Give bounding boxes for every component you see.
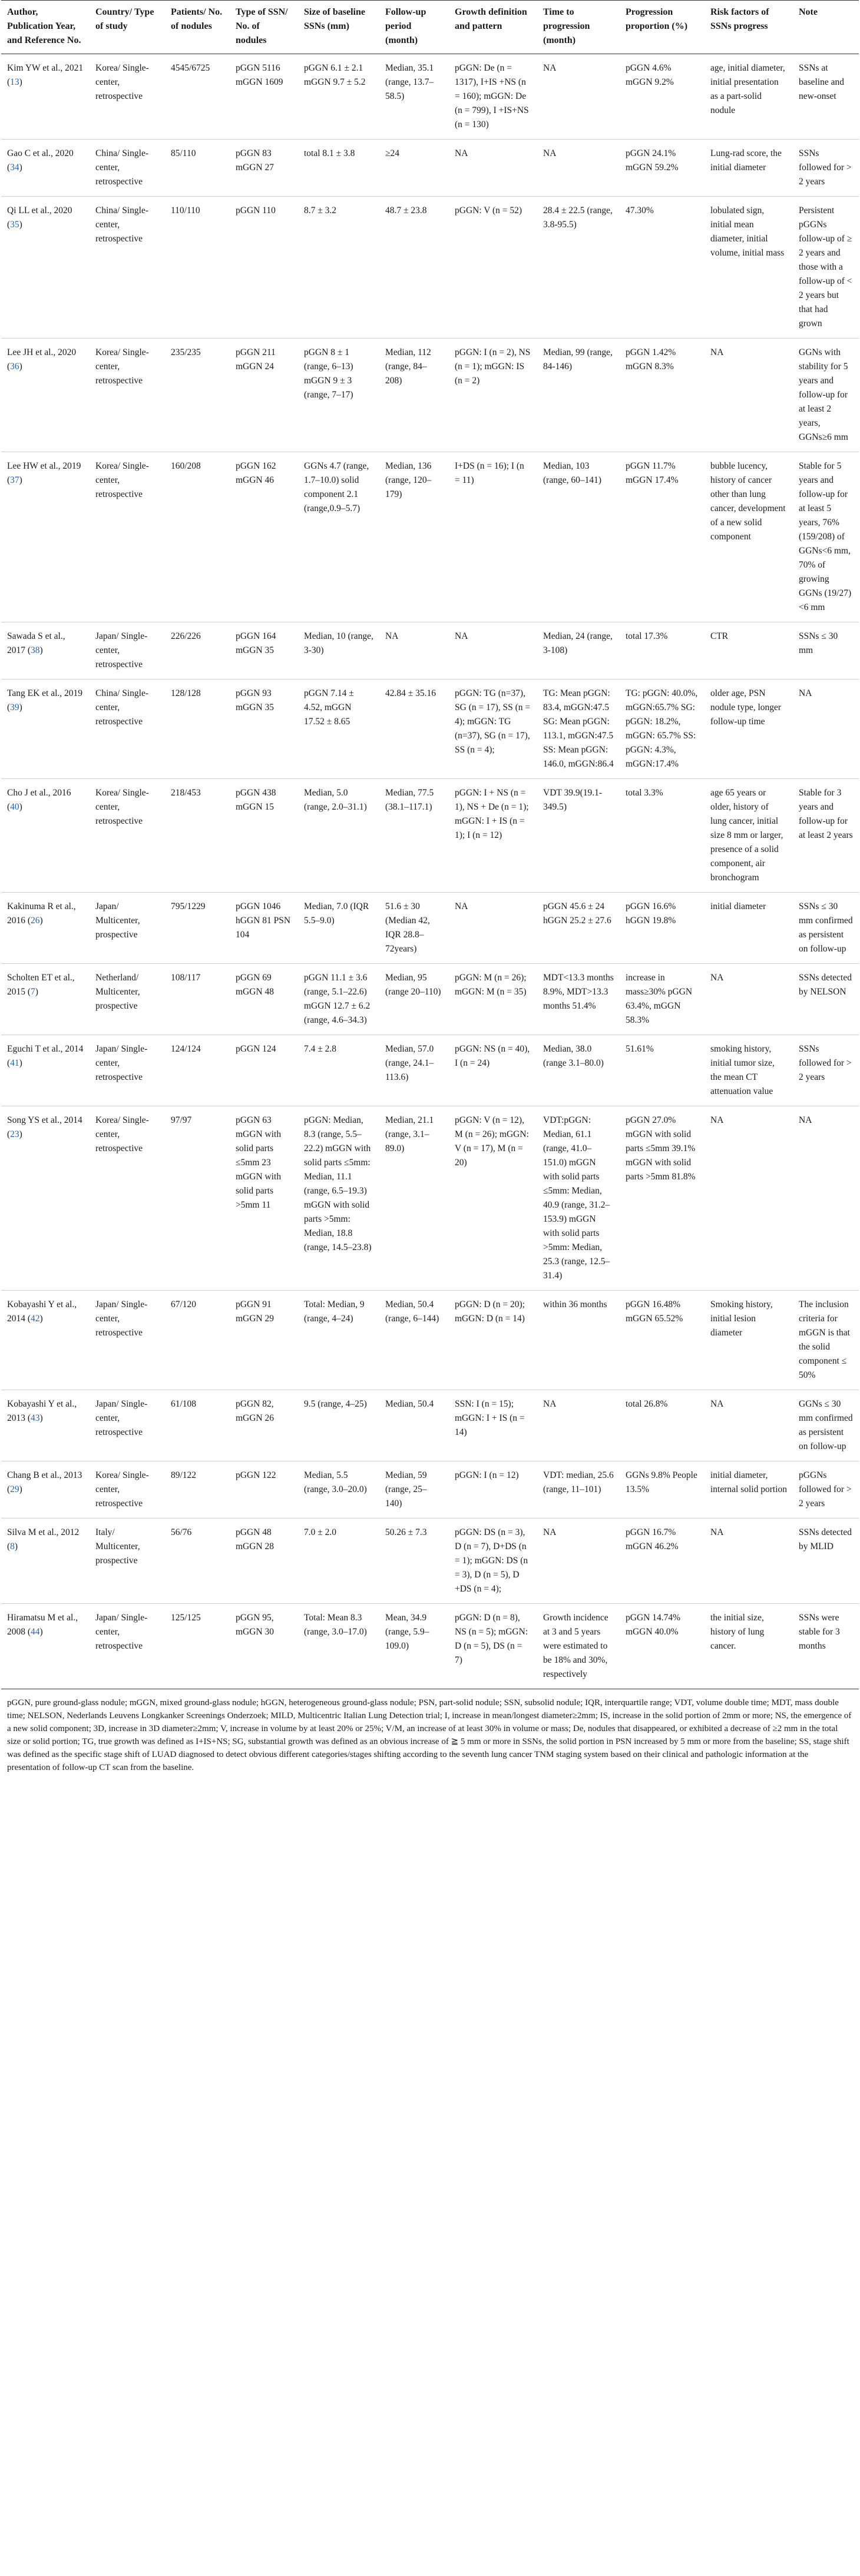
cell-note: GGNs with stability for 5 years and follow-up for at least 2 years, GGNs≥6 mm: [793, 339, 859, 452]
cell-time: pGGN 45.6 ± 24 hGGN 25.2 ± 27.6: [537, 893, 620, 964]
cell-progression: pGGN 1.42% mGGN 8.3%: [620, 339, 704, 452]
reference-link[interactable]: 8: [10, 1541, 15, 1551]
cell-author: Lee JH et al., 2020 (36): [1, 339, 90, 452]
cell-patients: 226/226: [165, 622, 230, 679]
cell-progression: total 3.3%: [620, 779, 704, 893]
cell-note: NA: [793, 679, 859, 779]
cell-size: Total: Median, 9 (range, 4–24): [298, 1291, 379, 1390]
cell-growth: pGGN: NS (n = 40), I (n = 24): [449, 1035, 537, 1106]
cell-followup: 42.84 ± 35.16: [379, 679, 449, 779]
table-row: [1, 54, 859, 140]
cell-patients: 128/128: [165, 679, 230, 779]
cell-size: pGGN 8 ± 1 (range, 6–13) mGGN 9 ± 3 (range, 7–17): [298, 339, 379, 452]
cell-size: pGGN: Median, 8.3 (range, 5.5–22.2) mGGN with solid parts ≤5mm: Median, 11.1 (range, 6.5–19.3) mGGN with solid parts >5mm: Median, 18.8 (range, 14.5–23.8): [298, 1106, 379, 1291]
cell-risk: lobulated sign, initial mean diameter, initial volume, initial mass: [704, 197, 793, 339]
cell-note: SSNs followed for > 2 years: [793, 140, 859, 197]
header-growth: Growth definition and pattern: [449, 1, 537, 54]
cell-author: Sawada S et al., 2017 (38): [1, 622, 90, 679]
cell-growth: pGGN: De (n = 1317), I+IS +NS (n = 160); mGGN: De (n = 799), I +IS+NS (n = 130): [449, 54, 537, 140]
cell-type: pGGN 91 mGGN 29: [230, 1291, 298, 1390]
cell-progression: pGGN 27.0% mGGN with solid parts ≤5mm 39.1% mGGN with solid parts >5mm 81.8%: [620, 1106, 704, 1291]
cell-growth: pGGN: V (n = 52): [449, 197, 537, 339]
author-text: Gao C et al., 2020: [7, 148, 74, 158]
cell-followup: Mean, 34.9 (range, 5.9–109.0): [379, 1604, 449, 1689]
cell-country: Japan/ Multicenter, prospective: [90, 893, 165, 964]
cell-followup: 51.6 ± 30 (Median 42, IQR 28.8–72years): [379, 893, 449, 964]
cell-author: Kobayashi Y et al., 2014 (42): [1, 1291, 90, 1390]
table-row: [1, 622, 859, 679]
cell-growth: pGGN: I + NS (n = 1), NS + De (n = 1); mGGN: I + IS (n = 1); I (n = 12): [449, 779, 537, 893]
cell-risk: bubble lucency, history of cancer other than lung cancer, development of a new solid component: [704, 452, 793, 622]
cell-risk: initial diameter, internal solid portion: [704, 1461, 793, 1519]
cell-time: 28.4 ± 22.5 (range, 3.8-95.5): [537, 197, 620, 339]
cell-followup: Median, 50.4 (range, 6–144): [379, 1291, 449, 1390]
cell-type: pGGN 122: [230, 1461, 298, 1519]
table-row: [1, 140, 859, 197]
cell-type: pGGN 211 mGGN 24: [230, 339, 298, 452]
table-row: [1, 964, 859, 1035]
cell-progression: pGGN 4.6% mGGN 9.2%: [620, 54, 704, 140]
cell-type: pGGN 164 mGGN 35: [230, 622, 298, 679]
cell-progression: total 17.3%: [620, 622, 704, 679]
cell-note: NA: [793, 1106, 859, 1291]
author-text: Kobayashi Y et al., 2014: [7, 1299, 77, 1324]
cell-growth: NA: [449, 622, 537, 679]
cell-growth: pGGN: I (n = 12): [449, 1461, 537, 1519]
table-row: [1, 1106, 859, 1291]
cell-author: Kobayashi Y et al., 2013 (43): [1, 1390, 90, 1461]
cell-note: SSNs at baseline and new-onset: [793, 54, 859, 140]
cell-size: Median, 5.5 (range, 3.0–20.0): [298, 1461, 379, 1519]
author-text: Kobayashi Y et al., 2013: [7, 1399, 77, 1423]
author-text: Kakinuma R et al., 2016: [7, 901, 76, 926]
cell-author: Hiramatsu M et al., 2008 (44): [1, 1604, 90, 1689]
author-text: Chang B et al., 2013: [7, 1470, 82, 1480]
cell-progression: pGGN 16.48% mGGN 65.52%: [620, 1291, 704, 1390]
cell-risk: Smoking history, initial lesion diameter: [704, 1291, 793, 1390]
cell-size: Median, 10 (range, 3-30): [298, 622, 379, 679]
cell-author: Kim YW et al., 2021 (13): [1, 54, 90, 140]
cell-country: Korea/ Single-center, retrospective: [90, 339, 165, 452]
cell-growth: pGGN: V (n = 12), M (n = 26); mGGN: V (n = 17), M (n = 20): [449, 1106, 537, 1291]
cell-author: Silva M et al., 2012 (8): [1, 1519, 90, 1604]
cell-progression: 51.61%: [620, 1035, 704, 1106]
cell-type: pGGN 1046 hGGN 81 PSN 104: [230, 893, 298, 964]
author-text: Lee JH et al., 2020: [7, 347, 77, 357]
author-text: Kim YW et al., 2021: [7, 63, 84, 73]
cell-country: China/ Single-center, retrospective: [90, 140, 165, 197]
author-text: Eguchi T et al., 2014: [7, 1044, 84, 1054]
header-patients: Patients/ No. of nodules: [165, 1, 230, 54]
cell-note: Stable for 5 years and follow-up for at least 5 years, 76% (159/208) of GGNs<6 mm, 70% of growing GGNs (19/27) <6 mm: [793, 452, 859, 622]
cell-risk: older age, PSN nodule type, longer follow-up time: [704, 679, 793, 779]
cell-progression: increase in mass≥30% pGGN 63.4%, mGGN 58.3%: [620, 964, 704, 1035]
author-text: Scholten ET et al., 2015: [7, 973, 75, 997]
cell-time: Median, 24 (range, 3-108): [537, 622, 620, 679]
cell-type: pGGN 438 mGGN 15: [230, 779, 298, 893]
cell-patients: 795/1229: [165, 893, 230, 964]
author-text: Cho J et al., 2016: [7, 788, 71, 798]
cell-country: Japan/ Single-center, retrospective: [90, 1291, 165, 1390]
cell-followup: Median, 57.0 (range, 24.1–113.6): [379, 1035, 449, 1106]
cell-growth: pGGN: I (n = 2), NS (n = 1); mGGN: IS (n = 2): [449, 339, 537, 452]
cell-progression: 47.30%: [620, 197, 704, 339]
cell-note: Stable for 3 years and follow-up for at least 2 years: [793, 779, 859, 893]
cell-risk: NA: [704, 1106, 793, 1291]
cell-followup: Median, 50.4: [379, 1390, 449, 1461]
cell-country: Korea/ Single-center, retrospective: [90, 452, 165, 622]
cell-note: pGGNs followed for > 2 years: [793, 1461, 859, 1519]
header-progression: Progression proportion (%): [620, 1, 704, 54]
cell-author: Tang EK et al., 2019 (39): [1, 679, 90, 779]
cell-followup: Median, 112 (range, 84–208): [379, 339, 449, 452]
cell-size: pGGN 7.14 ± 4.52, mGGN 17.52 ± 8.65: [298, 679, 379, 779]
header-type: Type of SSN/ No. of nodules: [230, 1, 298, 54]
cell-country: Korea/ Single-center, retrospective: [90, 54, 165, 140]
cell-size: Median, 7.0 (IQR 5.5–9.0): [298, 893, 379, 964]
cell-type: pGGN 162 mGGN 46: [230, 452, 298, 622]
cell-type: pGGN 69 mGGN 48: [230, 964, 298, 1035]
cell-risk: Lung-rad score, the initial diameter: [704, 140, 793, 197]
cell-growth: pGGN: TG (n=37), SG (n = 17), SS (n = 4); mGGN: TG (n=37), SG (n = 17), SS (n = 4);: [449, 679, 537, 779]
author-text: Hiramatsu M et al., 2008: [7, 1613, 78, 1637]
cell-progression: total 26.8%: [620, 1390, 704, 1461]
author-text: Song YS et al., 2014: [7, 1115, 82, 1125]
cell-time: Median, 38.0 (range 3.1–80.0): [537, 1035, 620, 1106]
cell-note: The inclusion criteria for mGGN is that the solid component ≤ 50%: [793, 1291, 859, 1390]
header-country: Country/ Type of study: [90, 1, 165, 54]
cell-growth: SSN: I (n = 15); mGGN: I + IS (n = 14): [449, 1390, 537, 1461]
reference-link[interactable]: 40: [10, 802, 19, 812]
table-row: [1, 779, 859, 893]
reference-link[interactable]: 38: [31, 645, 40, 655]
cell-size: 9.5 (range, 4–25): [298, 1390, 379, 1461]
table-row: [1, 1519, 859, 1604]
cell-patients: 108/117: [165, 964, 230, 1035]
table-row: [1, 1390, 859, 1461]
cell-note: SSNs ≤ 30 mm: [793, 622, 859, 679]
reference-link[interactable]: 36: [10, 362, 19, 372]
table-footnote: pGGN, pure ground-glass nodule; mGGN, mixed ground-glass nodule; hGGN, heterogeneous ground-glass nodule; PSN, part-solid nodule; SSN, subsolid nodule; IQR, interquartile range; VDT, volume double time; MDT, mass double time; NELSON, Nederlands Leuvens Longkanker Screenings Onderzoek; MILD, Multicentric Italian Lung Detection trial; I, increase in mean/longest diameter≥2mm; IS, increase in the solid portion of 2mm or more; NS, the emergence of a new solid component; 3D, increase in 3D diameter≥2mm; V, increase in volume by at least 20% or 25%; V/M, an increase of at least 30% in volume or mass; De, nodules that disappeared, or exhibited a decrease of ≥2 mm in the total size or solid portion; TG, true growth was defined as I+IS+NS; SG, substantial growth was defined as an obvious increase of ≧ 5 mm or more in SSNs, the solid portion in PSN increased by 5 mm or more from the baseline; SS, stage shift was defined as the specific stage shift of LUAD diagnosed to detect obvious different categories/stages shifting according to the seventh lung cancer TNM staging system based on their clinical and pathologic information at the presentation of follow-up CT scan from the baseline.: [7, 1698, 852, 1772]
cell-author: Lee HW et al., 2019 (37): [1, 452, 90, 622]
table-row: [1, 1291, 859, 1390]
cell-type: pGGN 124: [230, 1035, 298, 1106]
cell-followup: Median, 95 (range 20–110): [379, 964, 449, 1035]
cell-country: Japan/ Single-center, retrospective: [90, 1390, 165, 1461]
cell-risk: age 65 years or older, history of lung cancer, initial size 8 mm or larger, presence of a solid component, air bronchogram: [704, 779, 793, 893]
reference-link[interactable]: 42: [31, 1314, 40, 1324]
cell-author: Chang B et al., 2013 (29): [1, 1461, 90, 1519]
table-row: [1, 197, 859, 339]
table-row: [1, 1035, 859, 1106]
cell-growth: pGGN: M (n = 26); mGGN: M (n = 35): [449, 964, 537, 1035]
cell-country: Japan/ Single-center, retrospective: [90, 1035, 165, 1106]
cell-country: Netherland/ Multicenter, prospective: [90, 964, 165, 1035]
cell-growth: NA: [449, 893, 537, 964]
cell-patients: 67/120: [165, 1291, 230, 1390]
cell-patients: 218/453: [165, 779, 230, 893]
cell-author: Qi LL et al., 2020 (35): [1, 197, 90, 339]
cell-risk: CTR: [704, 622, 793, 679]
cell-type: pGGN 5116 mGGN 1609: [230, 54, 298, 140]
reference-link[interactable]: 37: [10, 475, 19, 485]
cell-country: China/ Single-center, retrospective: [90, 679, 165, 779]
cell-followup: ≥24: [379, 140, 449, 197]
header-followup: Follow-up period (month): [379, 1, 449, 54]
cell-type: pGGN 83 mGGN 27: [230, 140, 298, 197]
cell-growth: pGGN: D (n = 8), NS (n = 5); mGGN: D (n = 5), DS (n = 7): [449, 1604, 537, 1689]
table-row: [1, 1604, 859, 1689]
cell-followup: Median, 35.1 (range, 13.7–58.5): [379, 54, 449, 140]
cell-progression: pGGN 16.6% hGGN 19.8%: [620, 893, 704, 964]
cell-progression: GGNs 9.8% People 13.5%: [620, 1461, 704, 1519]
cell-size: GGNs 4.7 (range, 1.7–10.0) solid component 2.1 (range,0.9–5.7): [298, 452, 379, 622]
table-row: [1, 1461, 859, 1519]
cell-time: Median, 103 (range, 60–141): [537, 452, 620, 622]
reference-link[interactable]: 35: [10, 220, 19, 230]
cell-country: Italy/ Multicenter, prospective: [90, 1519, 165, 1604]
table-row: [1, 452, 859, 622]
cell-followup: NA: [379, 622, 449, 679]
cell-progression: pGGN 24.1% mGGN 59.2%: [620, 140, 704, 197]
cell-country: Korea/ Single-center, retrospective: [90, 779, 165, 893]
cell-followup: Median, 21.1 (range, 3.1–89.0): [379, 1106, 449, 1291]
author-text: Lee HW et al., 2019: [7, 461, 81, 471]
cell-time: TG: Mean pGGN: 83.4, mGGN:47.5 SG: Mean pGGN: 113.1, mGGN:47.5 SS: Mean pGGN: 146.0, mGGN:86.4: [537, 679, 620, 779]
cell-followup: Median, 77.5 (38.1–117.1): [379, 779, 449, 893]
cell-patients: 4545/6725: [165, 54, 230, 140]
cell-note: Persistent pGGNs follow-up of ≥ 2 years and those with a follow-up of < 2 years but that had grown: [793, 197, 859, 339]
reference-link[interactable]: 44: [31, 1627, 40, 1637]
cell-progression: pGGN 14.74% mGGN 40.0%: [620, 1604, 704, 1689]
reference-link[interactable]: 26: [31, 916, 40, 926]
cell-type: pGGN 63 mGGN with solid parts ≤5mm 23 mGGN with solid parts >5mm 11: [230, 1106, 298, 1291]
cell-followup: 48.7 ± 23.8: [379, 197, 449, 339]
table-row: [1, 339, 859, 452]
cell-time: VDT:pGGN: Median, 61.1 (range, 41.0–151.0) mGGN with solid parts ≤5mm: Median, 40.9 (range, 31.2–153.9) mGGN with solid parts >5mm: Median, 25.3 (range, 12.5–31.4): [537, 1106, 620, 1291]
ssn-studies-table: [1, 0, 859, 1689]
cell-note: SSNs ≤ 30 mm confirmed as persistent on follow-up: [793, 893, 859, 964]
author-text: Sawada S et al., 2017: [7, 631, 65, 655]
cell-type: pGGN 95, mGGN 30: [230, 1604, 298, 1689]
cell-patients: 160/208: [165, 452, 230, 622]
cell-note: SSNs detected by MLID: [793, 1519, 859, 1604]
header-time: Time to progression (month): [537, 1, 620, 54]
cell-growth: pGGN: DS (n = 3), D (n = 7), D+DS (n = 1); mGGN: DS (n = 3), D (n = 5), D +DS (n = 4);: [449, 1519, 537, 1604]
cell-author: Cho J et al., 2016 (40): [1, 779, 90, 893]
cell-patients: 89/122: [165, 1461, 230, 1519]
cell-patients: 235/235: [165, 339, 230, 452]
cell-risk: NA: [704, 1519, 793, 1604]
author-text: Qi LL et al., 2020: [7, 205, 72, 216]
cell-author: Eguchi T et al., 2014 (41): [1, 1035, 90, 1106]
cell-growth: I+DS (n = 16); I (n = 11): [449, 452, 537, 622]
cell-time: within 36 months: [537, 1291, 620, 1390]
header-note: Note: [793, 1, 859, 54]
reference-link[interactable]: 13: [10, 77, 19, 87]
cell-time: NA: [537, 140, 620, 197]
header-size: Size of baseline SSNs (mm): [298, 1, 379, 54]
cell-patients: 124/124: [165, 1035, 230, 1106]
table-row: [1, 679, 859, 779]
cell-note: GGNs ≤ 30 mm confirmed as persistent on follow-up: [793, 1390, 859, 1461]
cell-risk: NA: [704, 964, 793, 1035]
cell-patients: 110/110: [165, 197, 230, 339]
cell-progression: TG: pGGN: 40.0%, mGGN:65.7% SG: pGGN: 18.2%, mGGN: 65.7% SS: pGGN: 4.3%, mGGN:17.4%: [620, 679, 704, 779]
cell-type: pGGN 93 mGGN 35: [230, 679, 298, 779]
cell-patients: 97/97: [165, 1106, 230, 1291]
reference-link[interactable]: 23: [10, 1129, 19, 1139]
cell-followup: Median, 136 (range, 120–179): [379, 452, 449, 622]
cell-author: Kakinuma R et al., 2016 (26): [1, 893, 90, 964]
cell-country: China/ Single-center, retrospective: [90, 197, 165, 339]
cell-followup: Median, 59 (range, 25–140): [379, 1461, 449, 1519]
cell-patients: 125/125: [165, 1604, 230, 1689]
cell-size: pGGN 11.1 ± 3.6 (range, 5.1–22.6) mGGN 12.7 ± 6.2 (range, 4.6–34.3): [298, 964, 379, 1035]
cell-patients: 61/108: [165, 1390, 230, 1461]
reference-link[interactable]: 29: [10, 1484, 19, 1494]
author-text: Tang EK et al., 2019: [7, 688, 83, 698]
cell-type: pGGN 82, mGGN 26: [230, 1390, 298, 1461]
table-row: [1, 893, 859, 964]
cell-author: Gao C et al., 2020 (34): [1, 140, 90, 197]
cell-time: Growth incidence at 3 and 5 years were estimated to be 18% and 30%, respectively: [537, 1604, 620, 1689]
cell-progression: pGGN 11.7% mGGN 17.4%: [620, 452, 704, 622]
cell-note: SSNs detected by NELSON: [793, 964, 859, 1035]
cell-growth: NA: [449, 140, 537, 197]
reference-link[interactable]: 34: [10, 163, 19, 173]
cell-type: pGGN 110: [230, 197, 298, 339]
cell-time: MDT<13.3 months 8.9%, MDT>13.3 months 51.4%: [537, 964, 620, 1035]
cell-progression: pGGN 16.7% mGGN 46.2%: [620, 1519, 704, 1604]
cell-followup: 50.26 ± 7.3: [379, 1519, 449, 1604]
reference-link[interactable]: 39: [10, 702, 19, 712]
cell-time: NA: [537, 54, 620, 140]
cell-risk: smoking history, initial tumor size, the mean CT attenuation value: [704, 1035, 793, 1106]
reference-link[interactable]: 7: [31, 987, 35, 997]
table-body: [1, 54, 859, 1689]
cell-patients: 56/76: [165, 1519, 230, 1604]
cell-size: 7.0 ± 2.0: [298, 1519, 379, 1604]
cell-note: SSNs were stable for 3 months: [793, 1604, 859, 1689]
cell-country: Korea/ Single-center, retrospective: [90, 1106, 165, 1291]
cell-risk: initial diameter: [704, 893, 793, 964]
cell-size: Total: Mean 8.3 (range, 3.0–17.0): [298, 1604, 379, 1689]
cell-note: SSNs followed for > 2 years: [793, 1035, 859, 1106]
cell-size: 8.7 ± 3.2: [298, 197, 379, 339]
cell-country: Japan/ Single-center, retrospective: [90, 1604, 165, 1689]
author-text: Silva M et al., 2012: [7, 1527, 80, 1537]
cell-risk: NA: [704, 1390, 793, 1461]
cell-growth: pGGN: D (n = 20); mGGN: D (n = 14): [449, 1291, 537, 1390]
header-row: [1, 1, 859, 54]
cell-size: 7.4 ± 2.8: [298, 1035, 379, 1106]
cell-patients: 85/110: [165, 140, 230, 197]
cell-author: Scholten ET et al., 2015 (7): [1, 964, 90, 1035]
cell-time: VDT: median, 25.6 (range, 11–101): [537, 1461, 620, 1519]
reference-link[interactable]: 43: [31, 1413, 40, 1423]
cell-time: Median, 99 (range, 84-146): [537, 339, 620, 452]
cell-time: NA: [537, 1390, 620, 1461]
cell-risk: age, initial diameter, initial presentation as a part-solid nodule: [704, 54, 793, 140]
cell-country: Japan/ Single-center, retrospective: [90, 622, 165, 679]
header-author: Author, Publication Year, and Reference No.: [1, 1, 90, 54]
cell-author: Song YS et al., 2014 (23): [1, 1106, 90, 1291]
cell-time: NA: [537, 1519, 620, 1604]
cell-country: Korea/ Single-center, retrospective: [90, 1461, 165, 1519]
cell-risk: NA: [704, 339, 793, 452]
cell-size: Median, 5.0 (range, 2.0–31.1): [298, 779, 379, 893]
cell-risk: the initial size, history of lung cancer.: [704, 1604, 793, 1689]
reference-link[interactable]: 41: [10, 1058, 19, 1068]
cell-time: VDT 39.9(19.1-349.5): [537, 779, 620, 893]
cell-type: pGGN 48 mGGN 28: [230, 1519, 298, 1604]
header-risk: Risk factors of SSNs progress: [704, 1, 793, 54]
cell-size: total 8.1 ± 3.8: [298, 140, 379, 197]
cell-size: pGGN 6.1 ± 2.1 mGGN 9.7 ± 5.2: [298, 54, 379, 140]
